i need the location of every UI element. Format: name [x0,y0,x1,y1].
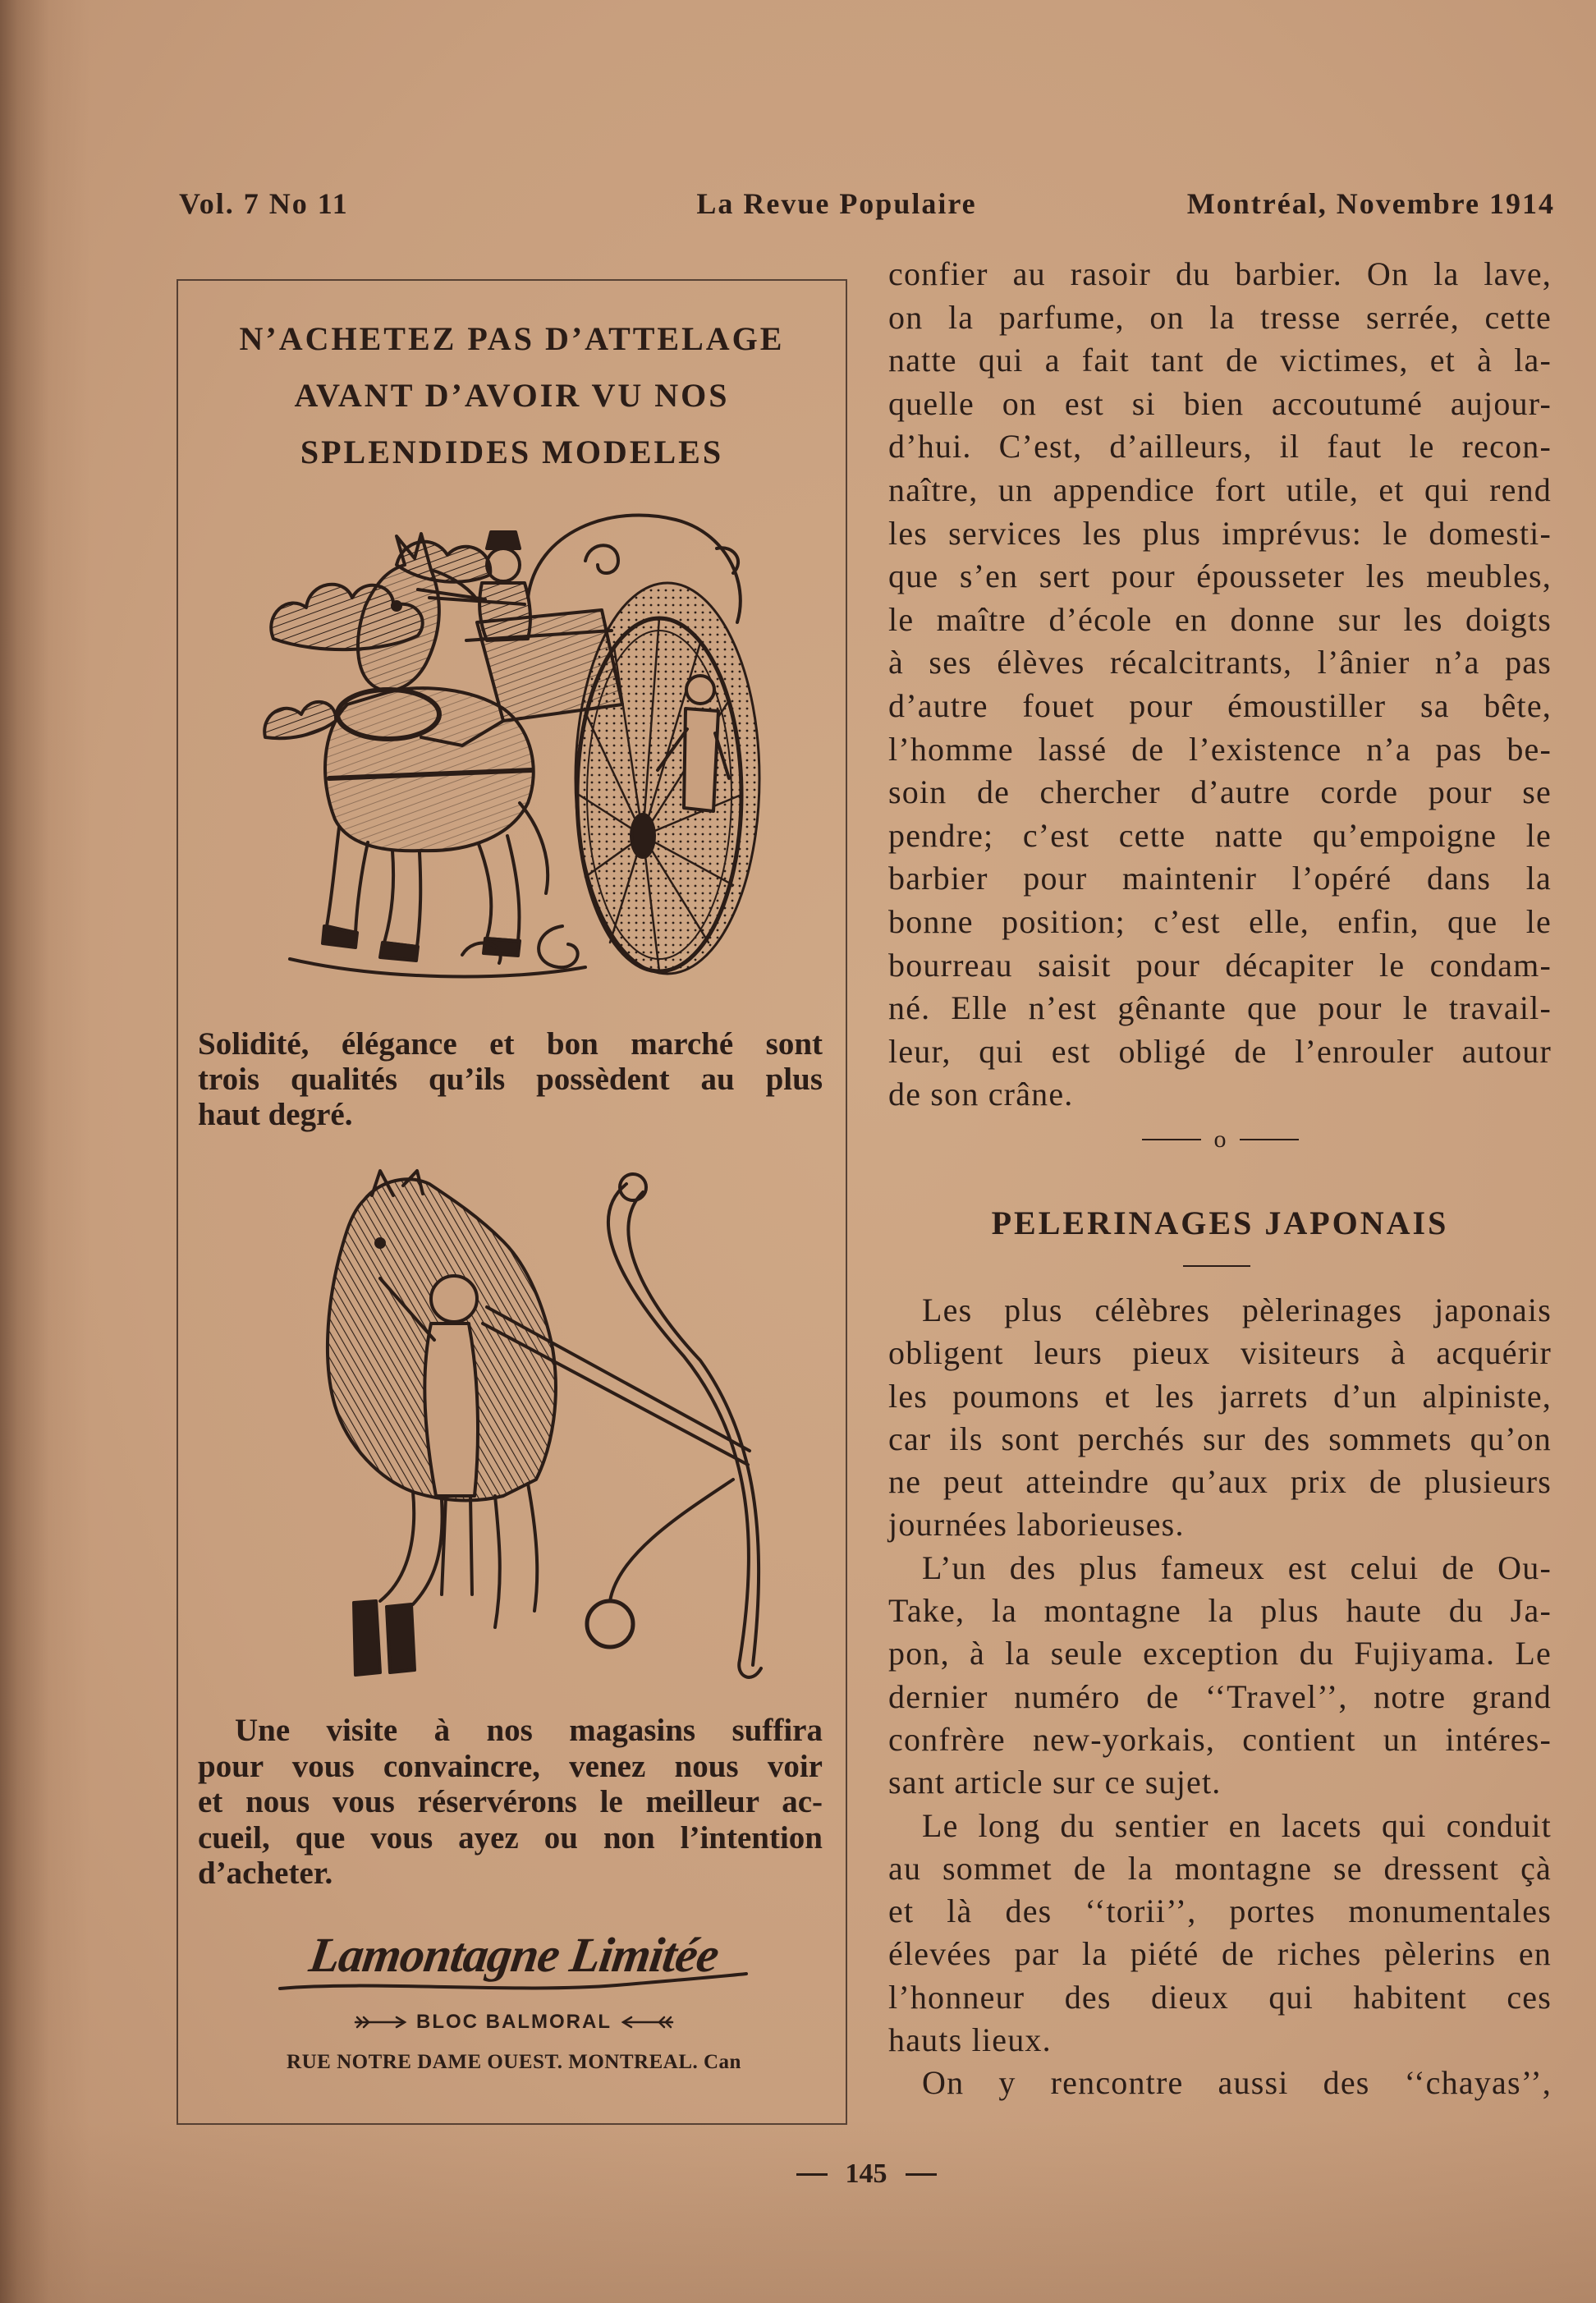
text-line: dernier numéro de ‘‘Travel’’, notre grand [888,1677,1552,1715]
paragraph [888,1805,1552,2062]
text-line: le maître d’école en donne sur les doigts [888,600,1552,638]
text-line: les services les plus imprévus: le domesti- [888,514,1552,552]
invitation-line: et nous vous réservérons le meilleur ac- [198,1784,823,1819]
text-line: natte qui a fait tant de victimes, et à la- [888,342,1552,379]
text-line: élevées par la piété de riches pèlerins en [888,1935,1552,1973]
horse-and-carriage-engraving-icon [257,499,764,984]
text-line: On y rencontre aussi des ‘‘chayas’’, [922,2064,1552,2102]
folio-dash [906,2173,937,2176]
text-line: et là des ‘‘torii’’, portes monumentales [888,1892,1552,1930]
building-name [272,2008,756,2036]
tagline-line: trois qualités qu’ils possèdent au plus [198,1062,823,1097]
volume-number: Vol. 7 No 11 [179,187,349,220]
text-line: d’hui. C’est, d’ailleurs, il faut le recon- [888,428,1552,466]
building-label: BLOC BALMORAL [416,2011,612,2033]
ad-headline [178,310,846,480]
text-line: Le long du sentier en lacets qui conduit [922,1806,1552,1844]
dateline: Montréal, Novembre 1914 [1186,187,1555,220]
text-line: journées laborieuses. [888,1506,1185,1544]
paragraph [888,2062,1552,2104]
paragraph [888,1547,1552,1805]
text-line: pendre; c’est cette natte qu’empoigne le [888,816,1552,854]
text-line: confier au rasoir du barbier. On la lave, [888,255,1552,292]
text-line: L’un des plus fameux est celui de Ou- [922,1548,1552,1586]
invitation-line: Une visite à nos magasins suffira [235,1713,823,1748]
folio-dash [796,2173,828,2176]
text-line: ne peut atteindre qu’aux prix de plusieurs [888,1463,1552,1501]
invitation-line: cueil, que vous ayez ou non l’intention [198,1819,823,1856]
text-line: né. Elle n’est gênante que pour le travail- [888,989,1552,1027]
store-address: RUE NOTRE DAME OUEST. MONTREAL. Can [287,2051,741,2073]
section-title: PELERINAGES JAPONAIS [991,1204,1449,1241]
text-line: de son crâne. [888,1076,1074,1113]
page-number-value: 145 [845,2158,887,2189]
text-line: on la parfume, on la tresse serrée, cette [888,298,1552,336]
text-line: d’autre fouet pour émoustiller sa bête, [888,686,1552,724]
article-body [888,1289,1552,2105]
text-line: obligent leurs pieux visiteurs à acquérir [888,1334,1552,1372]
signature-text: Lamontagne Limitée [305,1928,722,1982]
text-line: que s’en sert pour épousseter les meubles, [888,557,1552,595]
advertisement-box [177,279,847,2125]
text-line: quelle on est si bien accoutumé aujour- [888,384,1552,422]
ad-invitation [198,1713,823,1892]
headline-line: AVANT D’AVOIR VU NOS [294,377,730,414]
ad-tagline [198,1026,823,1132]
text-line: Take, la montagne la plus haute du Ja- [888,1592,1552,1630]
section-separator [888,1122,1552,1158]
company-signature-logo [272,1926,756,1995]
text-line: leur, qui est obligé de l’enrouler autour [888,1032,1552,1070]
text-line: bonne position; c’est elle, enfin, que le [888,902,1552,940]
invitation-line: pour vous convaincre, venez nous voir [198,1748,823,1784]
feathered-arrow-left-icon [620,2015,674,2030]
tagline-line: haut degré. [198,1097,353,1132]
headline-line: N’ACHETEZ PAS D’ATTELAGE [239,320,785,357]
text-line: l’homme lassé de l’existence n’a pas be- [888,730,1552,768]
signature-flourish-icon [272,1969,756,1995]
separator-rule [1240,1139,1299,1140]
title-rule [1183,1265,1250,1267]
page-number [772,2154,961,2194]
article-continuation [888,253,1552,1117]
text-line: l’honneur des dieux qui habitent ces [888,1978,1552,2016]
text-line: naître, un appendice fort utile, et qui rend [888,470,1552,508]
text-line: sant article sur ce sujet. [888,1764,1222,1801]
feathered-arrow-right-icon [354,2015,408,2030]
headline-line: SPLENDIDES MODELES [300,434,724,470]
text-line: les poumons et les jarrets d’un alpiniste, [888,1377,1552,1415]
separator-mark: o [1213,1126,1227,1153]
tagline-line: Solidité, élégance et bon marché sont [198,1026,823,1062]
text-line: Les plus célèbres pèlerinages japonais [922,1291,1552,1328]
horse-harness-engraving-icon [257,1168,764,1689]
invitation-line: d’acheter. [198,1856,333,1891]
text-line: confrère new-yorkais, contient un intéres- [888,1720,1552,1758]
text-line: au sommet de la montagne se dressent çà [888,1849,1552,1887]
text-line: barbier pour maintenir l’opéré dans la [888,860,1552,897]
text-line: bourreau saisit pour décapiter le condam- [888,946,1552,984]
text-line: car ils sont perchés sur des sommets qu’on [888,1420,1552,1457]
paragraph [888,1289,1552,1547]
text-line: à ses élèves récalcitrants, l’ânier n’a pas [888,644,1552,681]
text-line: hauts lieux. [888,2021,1052,2059]
text-line: pon, à la seule exception du Fujiyama. Le [888,1635,1552,1672]
publication-title: La Revue Populaire [696,187,977,220]
separator-rule [1142,1139,1201,1140]
text-line: soin de chercher d’autre corde pour se [888,773,1552,811]
